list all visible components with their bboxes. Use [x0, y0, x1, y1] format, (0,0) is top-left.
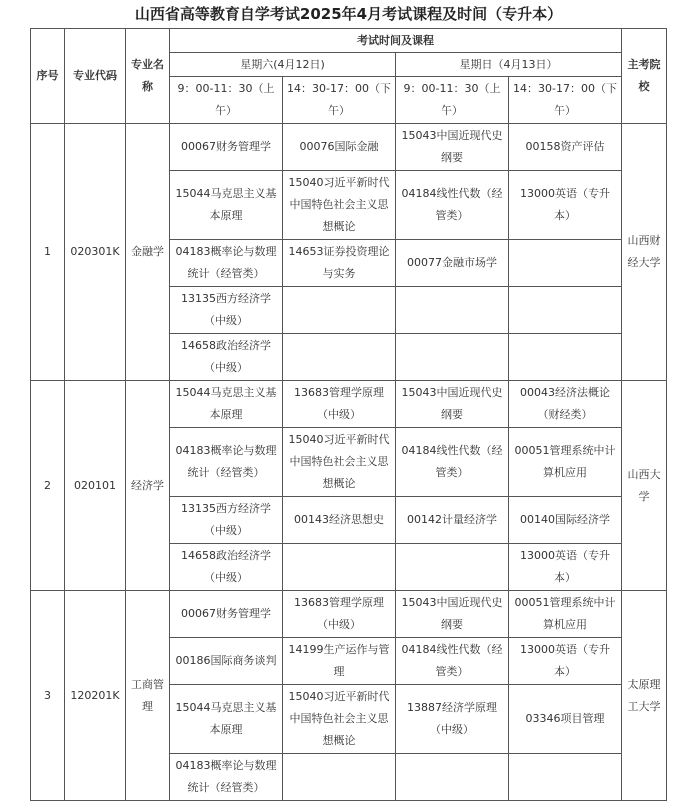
course-cell: 15043中国近现代史纲要	[396, 124, 509, 171]
major-code: 120201K	[65, 591, 126, 801]
course-cell: 15040习近平新时代中国特色社会主义思想概论	[283, 685, 396, 754]
major-seq: 3	[31, 591, 65, 801]
header-sat-pm: 14：30-17：00（下午）	[283, 77, 396, 124]
course-cell: 04183概率论与数理统计（经管类）	[170, 428, 283, 497]
course-cell	[509, 334, 622, 381]
header-seq: 序号	[31, 29, 65, 124]
course-cell: 13000英语（专升本）	[509, 171, 622, 240]
course-cell: 14658政治经济学（中级）	[170, 334, 283, 381]
course-cell: 04184线性代数（经管类）	[396, 171, 509, 240]
header-sun-am: 9：00-11：30（上午）	[396, 77, 509, 124]
course-cell	[509, 754, 622, 801]
course-cell: 13000英语（专升本）	[509, 638, 622, 685]
course-cell: 13000英语（专升本）	[509, 544, 622, 591]
course-cell: 00142计量经济学	[396, 497, 509, 544]
course-cell: 15040习近平新时代中国特色社会主义思想概论	[283, 428, 396, 497]
header-sunday: 星期日（4月13日）	[396, 53, 622, 77]
header-sat-am: 9：00-11：30（上午）	[170, 77, 283, 124]
table-row	[31, 381, 667, 428]
course-cell: 00186国际商务谈判	[170, 638, 283, 685]
course-cell	[396, 287, 509, 334]
course-cell: 00067财务管理学	[170, 591, 283, 638]
course-cell: 04183概率论与数理统计（经管类）	[170, 240, 283, 287]
course-cell: 00143经济思想史	[283, 497, 396, 544]
table-row	[31, 591, 667, 638]
page-title: 山西省高等教育自学考试2025年4月考试课程及时间（专升本）	[134, 5, 563, 23]
course-cell: 00051管理系统中计算机应用	[509, 591, 622, 638]
major-school: 太原理工大学	[622, 591, 667, 801]
course-cell: 14653证券投资理论与实务	[283, 240, 396, 287]
major-school: 山西财经大学	[622, 124, 667, 381]
course-cell: 14658政治经济学（中级）	[170, 544, 283, 591]
course-cell	[283, 544, 396, 591]
course-cell: 13683管理学原理（中级）	[283, 381, 396, 428]
course-cell	[396, 334, 509, 381]
header-saturday: 星期六(4月12日)	[170, 53, 396, 77]
course-cell: 15044马克思主义基本原理	[170, 171, 283, 240]
course-cell: 15044马克思主义基本原理	[170, 381, 283, 428]
course-cell	[509, 240, 622, 287]
course-cell: 04184线性代数（经管类）	[396, 638, 509, 685]
course-cell: 13135西方经济学（中级）	[170, 287, 283, 334]
header-sun-pm: 14：30-17：00（下午）	[509, 77, 622, 124]
course-cell	[283, 287, 396, 334]
course-cell	[396, 544, 509, 591]
course-cell: 00077金融市场学	[396, 240, 509, 287]
header-school: 主考院校	[622, 29, 667, 124]
major-name: 工商管理	[126, 591, 170, 801]
course-cell	[283, 334, 396, 381]
course-cell: 13135西方经济学（中级）	[170, 497, 283, 544]
course-cell: 00158资产评估	[509, 124, 622, 171]
course-cell: 15044马克思主义基本原理	[170, 685, 283, 754]
course-cell: 14199生产运作与管理	[283, 638, 396, 685]
exam-schedule-table	[30, 28, 667, 801]
course-cell: 00051管理系统中计算机应用	[509, 428, 622, 497]
course-cell: 00043经济法概论（财经类）	[509, 381, 622, 428]
course-cell: 15043中国近现代史纲要	[396, 381, 509, 428]
course-cell: 00076国际金融	[283, 124, 396, 171]
header-code: 专业代码	[65, 29, 126, 124]
header-name: 专业名称	[126, 29, 170, 124]
major-school: 山西大学	[622, 381, 667, 591]
course-cell: 03346项目管理	[509, 685, 622, 754]
course-cell: 13683管理学原理（中级）	[283, 591, 396, 638]
course-cell: 15043中国近现代史纲要	[396, 591, 509, 638]
major-name: 经济学	[126, 381, 170, 591]
course-cell	[509, 287, 622, 334]
table-row	[31, 124, 667, 171]
course-cell: 04184线性代数（经管类）	[396, 428, 509, 497]
course-cell: 13887经济学原理（中级）	[396, 685, 509, 754]
course-cell	[283, 754, 396, 801]
header-exam: 考试时间及课程	[170, 29, 622, 53]
major-code: 020101	[65, 381, 126, 591]
major-name: 金融学	[126, 124, 170, 381]
course-cell: 15040习近平新时代中国特色社会主义思想概论	[283, 171, 396, 240]
major-seq: 1	[31, 124, 65, 381]
major-code: 020301K	[65, 124, 126, 381]
course-cell: 00067财务管理学	[170, 124, 283, 171]
course-cell: 04183概率论与数理统计（经管类）	[170, 754, 283, 801]
course-cell: 00140国际经济学	[509, 497, 622, 544]
course-cell	[396, 754, 509, 801]
major-seq: 2	[31, 381, 65, 591]
